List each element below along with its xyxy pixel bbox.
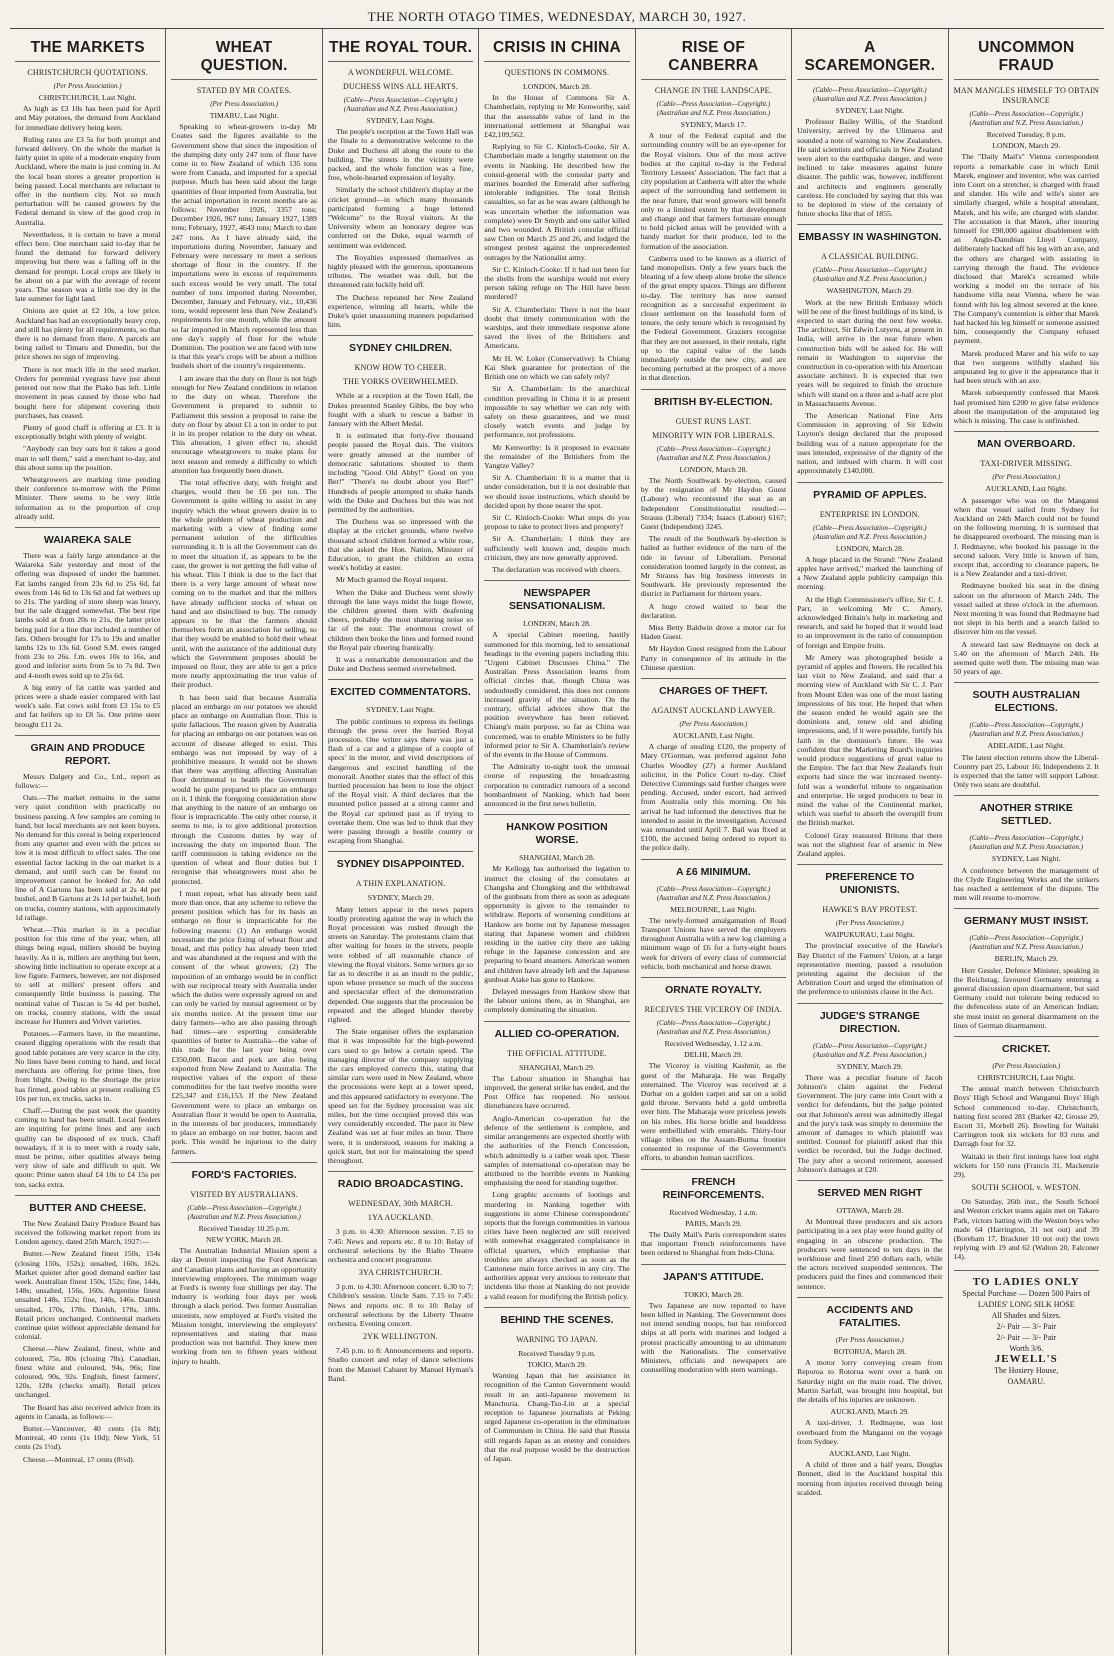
dateline: BERLIN, March 29. xyxy=(994,954,1058,964)
dateline: LONDON, March 29. xyxy=(992,141,1061,151)
paragraph: Plenty of good chaff is offering at £3. It is exceptionally bright with plenty of weight. xyxy=(15,422,161,442)
dateline: SYDNEY, March 29. xyxy=(837,1061,903,1071)
paragraph: The Duchess repeated her New Zealand experience, winning all hearts, while the Duke's quiet unassuming manners popularised him. xyxy=(327,292,474,330)
dateline: Received Wednesday, 1.12 a.m. xyxy=(664,1039,763,1049)
paragraph: Mr H. W. Loker (Conservative): Is Chiang Kai Shek guarantee for protection of the British one on which we can safely rely? xyxy=(484,353,630,382)
press-credit: (Cable—Press Association—Copyright.) (Australian and N.Z. Press Association.) xyxy=(656,884,771,902)
subheadline: HAWKE'S BAY PROTEST. xyxy=(822,905,918,915)
paragraph: A steward last saw Redmayne on deck at 5.40 on the afternoon of March 24th. He seemed quite well then. The missing man was 50 years of age. xyxy=(953,639,1099,677)
dateline: LONDON, March 28. xyxy=(679,464,748,474)
subheadline: STATED BY MR COATES. xyxy=(196,86,292,95)
article-headline: SYDNEY DISAPPOINTED. xyxy=(328,851,473,875)
paragraph: Wheat.—This market is in a peculiar position for this time of the year, when, all things being equal, millers should be buying heavily. As it is, millers are anything but keen, showing little inclination to operate except at a low figure. Farmers, however, are not disposed to sell at millers' present offers and consequently little business is passing. The nominal value of Tuscan is 5s 4d per bushel, on trucks, country stations, with the usual increase for Hunters and Velvet varieties. xyxy=(15,925,161,1027)
column-headline: THE MARKETS xyxy=(15,33,160,62)
advert-line: 2/- Pair — 3/- Pair xyxy=(996,1321,1057,1331)
subheadline: THE OFFICIAL ATTITUDE. xyxy=(507,1048,607,1058)
paragraph: I must repeat, what has already been said more than once, that any scheme to relieve the present position which has for its basis an embargo on flour is impracticable for the following reasons: (1) An embargo would necessitate the price fixing of wheat flour and bread, and this policy has already been tried and was abandoned at the request and with the consent of the wheat growers; (2) The imposition of an embargo would be in conflict with our reciprocal treaty with Australia under which the duties were expressly agreed on and can only be varied by mutual agreement or by six months notice. At the present time our dairy farmers—who are also passing through bad times—are exporting considerable quantities of butter to Australia—the value of this trade for the last year being over £350,000. Bacon and pork are also being exported from New Zealand to Australia. The respective values of the export of these commodities for the last twelve months were £25,347 and £16,153. If the New Zealand Government were to place an embargo on Australian flour it would be open to Australia, in the interests of her producers, immediately to place an embargo on our butter, bacon and pork. This would be injurious to the dairy farmers. xyxy=(171,888,317,1156)
dateline: CHRISTCHURCH, Last Night. xyxy=(977,1073,1076,1083)
paragraph: Waitaki in their first innings have lost eight wickets for 150 runs (Francis 31, Mackenzie 29). xyxy=(953,1151,1099,1180)
paragraph: The Daily Mail's Paris correspondent states that important French reinforcements have been ordered to Shanghai from Indo-China. xyxy=(640,1230,787,1258)
dateline: AUCKLAND, Last Night. xyxy=(672,730,755,740)
column-headline: A SCAREMONGER. xyxy=(797,33,942,80)
dateline: SYDNEY, Last Night. xyxy=(366,116,435,125)
article-headline: FRENCH REINFORCEMENTS. xyxy=(641,1169,786,1206)
dateline: Received Wednesday, 1 a.m. xyxy=(669,1207,758,1217)
paragraph: The provincial executive of the Hawke's Bay District of the Farmers' Union, at a large representative meeting, passed a resolution protesting against the decision of the Arbitration Court and urged the elimination of the preference to unionists clause in the Act. xyxy=(797,941,943,997)
paragraph: Ruling rates are £3 5s for both prompt and forward delivery. On the whole the market is fairly quiet in spite of a moderate enquiry from Auckland, where the main is just coming in. At the local bean stores a greater proportion is being passed. Local merchants are reluctant to offer in the northern city. Not so much perturbation will be caused growers by the Federal demand in view of the good crop in Australia. xyxy=(15,134,161,227)
paragraph: The Duchess was so impressed with the display at the cricket grounds, where twelve thousand school children formed a white rose, that she asked the Hon. Nation, Minister of Education, to grant the children an extra week's holiday at easter. xyxy=(327,517,474,573)
press-credit: (Per Press Association.) xyxy=(679,719,748,728)
column-headline: THE ROYAL TOUR. xyxy=(328,33,473,62)
article-headline: ANOTHER STRIKE SETTLED. xyxy=(954,795,1099,832)
dateline: SYDNEY, March 29. xyxy=(367,893,434,903)
column-headline: CRISIS IN CHINA xyxy=(484,33,629,62)
paragraph: A motor lorry conveying cream from Reporoa to Rotorua went over a bank on Saturday night on the main road. The driver, Martin Sarfall, was brought into hospital, but the details of his injuries are unknown. xyxy=(797,1358,943,1404)
paragraph: At Montreal three producers and six actors participating in a sex play were found guilty of engaging in an obscene production. The producers were sentenced to ten days in the workhouse and fined 250 dollars each, while the actors received suspended sentences. The producers paid the fines and commenced their sentence. xyxy=(797,1217,943,1291)
paragraph: Cheese.—New Zealand, finest, white and coloured, 75s, 80s (closing 78s). Canadian, finest white and coloured, 94s, 96s; fine coloured, 90s, 92s. English, finest farmers', 120s, 128s (checks small). Retail prices unchanged. xyxy=(15,1344,161,1400)
paragraph: Sir A. Chamberlain: There is not the least doubt that timely communication with the warships, and their immediate response alone saved the lives of the Britishers and Americans. xyxy=(484,304,630,351)
paragraph: A conference between the management of the Clyde Engineering Works and the strikers has reached a settlement of the dispute. The men will resume to-morrow. xyxy=(953,865,1099,903)
paragraph: The Viceroy is visiting Kashmir, as the guest of the Maharaja. He was Regally entertained. The Viceroy was received at a Durbar on a golden carpet and sat on a solid gold throne. Servants held a gold umbrella over him. The Maharaja wore priceless jewels on his robes. His horse bridle and headdress were embellished with emeralds. Thirty-four village tribes on the Assam-Burma frontier consented in response of the Government's efforts, to abandon human sacrifices. xyxy=(640,1061,787,1163)
press-credit: (Cable—Press Association—Copyright.) (Australian and N.Z. Press Association.) xyxy=(969,721,1084,739)
article-headline: ALLIED CO-OPERATION. xyxy=(484,1021,629,1045)
press-credit: (Per Press Association.) xyxy=(835,1335,904,1344)
paragraph: There was a fairly large attendance at the Waiareka Sale yesterday and most of the offering was disposed of under the hammer. Fat lambs ranged from 23s 6d to 25s 6d, fat ewes from 14s 6d to 13s 6d and fat wethers up to 21s. The yarding of store sheep was heavy, but the sale dragged somewhat. The best ripe lambs sold at from 20s to 21s, the latter price being paid for a line that included a number of fats. Others brought for 17s to 19s and smaller lambs 12s to 13s 6d. Good S.M. ewes ranged from 23s to 26s. f.m. ewes 10s to 16s, and good and inferior sorts from 5s to 7s 8d. Two and 4-tooth ewes sold up to 25s 6d. xyxy=(15,550,161,680)
dateline: AUCKLAND, March 29. xyxy=(830,1407,910,1417)
paragraph: Marek produced Marer and his wife to say that two surgeons wilfully slashed his amputated leg to give it the appearance that it had been struck with an axe. xyxy=(953,348,1099,386)
article-headline: SYDNEY CHILDREN. xyxy=(328,335,473,359)
advert-line: The Hosiery House, xyxy=(994,1365,1059,1375)
press-credit: (Cable—Press Association—Copyright.) (Australian and N.Z. Press Association.) xyxy=(187,1203,301,1221)
dateline: Received Tuesday 10.25 p.m. xyxy=(198,1223,290,1233)
paragraph: Miss Betty Baldwin drove a motor car for Haden Guest. xyxy=(640,622,787,642)
paragraph: The "Daily Mail's" Vienna correspondent reports a remarkable case in which Emil Marek, engineer and inventor, who was carried into Court on a stretcher, is charged with fraud and slander. His wife and wife's sister are similarly charged, while a hospital attendant, Marek, and his wife, are charged with slander. The accusation is that Marek, after insuring himself for £90,000 against disablement with an Anglo-Danubian Lloyd Company, deliberately hacked off his leg with an axe, and the others are charged with assisting in carrying through the fraud. The evidence disclosed that Marek's screamed while working a model on the terrace of his handsome villa near Vienna, where he was found with his leg almost severed at the knee. The Company's contention is either that Marek had hacked his leg himself or someone assisted him, consequently the Company refused payment. xyxy=(953,152,1099,346)
paragraph: Sir C. Kinloch-Cooke: What steps do you propose to take to protect lives and property? xyxy=(484,512,630,532)
press-credit: (Cable—Press Association—Copyright.) (Australian and N.Z. Press Association.) xyxy=(813,1041,927,1059)
advert-line: Special Purchase — Dozen 500 Pairs of xyxy=(962,1288,1091,1298)
advert-line: Worth 3/6. xyxy=(1009,1343,1044,1353)
paragraph: A big entry of fat cattle was yarded and prices were a shade easier compared with last week's sale. Fat cows sold from £3 15s to £5 and fat heifers up to £8 5s. One prime steer brought £11 2s. xyxy=(15,682,161,729)
article-headline: GRAIN AND PRODUCE REPORT. xyxy=(15,735,160,772)
paragraph: Butter.—New Zealand finest 150s, 154s (closing 150s, 152s); unsalted, 160s, 162s. Market quieter after good demand earlier last week. Australian finest 150s, 152s; fine, 144s, 148s; unsalted, 156s, 160s. Argentine finest unsalted 148s, 152s; fine, 140s, 146s. Danish unsalted, 170s, 178s. Danish, 178s, 180s. Retail prices unchanged. Continental markets continue quiet without appreciable demand for colonial. xyxy=(15,1249,161,1342)
paragraph: 3 p.m. to 4.30: Afternoon session. 7.15 to 7.45: News and reports etc. 8 to 10: Relay of orchestral selections by the Rialto Theatre orchestra and concert programme. xyxy=(327,1227,474,1264)
article-headline: PYRAMID OF APPLES. xyxy=(797,482,942,506)
advert-line: 2/- Pair — 3/- Pair xyxy=(996,1332,1057,1342)
dateline: ADELAIDE, Last Night. xyxy=(987,741,1065,751)
paragraph: 3 p.m. to 4.30: Afternoon concert. 6.30 to 7: Children's session. Uncle Sam. 7.15 to 7.45: News and reports etc. 8 to 10: Relay of orchestral selections by the Liberty Theatre orchestra. Evening concert. xyxy=(327,1282,474,1328)
press-credit: (Cable—Press Association—Copyright.) (Australian and N.Z. Press Association.) xyxy=(656,1019,771,1037)
subheadline: 1YA AUCKLAND. xyxy=(367,1213,434,1223)
press-credit: (Cable—Press Association—Copyright.) (Australian and N.Z. Press Association.) xyxy=(813,266,927,284)
paragraph: In the House of Commons Sir A. Chamberlain, replying to Mr Kenworthy, said that the assessable value of land in the international settlement at Shanghai was £42,109,562. xyxy=(484,93,630,140)
dateline: TIMARU, Last Night. xyxy=(209,111,279,120)
dateline: AUCKLAND, Last Night. xyxy=(985,484,1068,494)
dateline: LONDON, March 28. xyxy=(523,619,591,629)
column-headline: UNCOMMON FRAUD xyxy=(954,33,1099,80)
subheadline: 3YA CHRISTCHURCH. xyxy=(358,1268,443,1278)
dateline: WASHINGTON, March 29. xyxy=(826,286,914,296)
article-headline: JAPAN'S ATTITUDE. xyxy=(641,1264,786,1288)
dateline: LONDON, March 28. xyxy=(835,543,904,553)
paragraph: Colonel Gray reassured Britons that there was not the slightest fear of arsenic in New Zealand apples. xyxy=(797,830,943,858)
paragraph: Mr Kellogg has authorised the legation to instruct the closing of the consulates at Changsha and Chungking and the withdrawal of the gunboats from there as soon as adequate opportunity is given to the remainder to withdraw. Reports of worsening conditions at Hankow are borne out by Japanese messages stating that Japanese women and children residing in the native city there are taking refuge in the Japanese concession and are preparing to board steamers. American women and children have already left and the Japanese gunboat Atake has gone to Hankow. xyxy=(484,864,630,984)
article-headline: ORNATE ROYALTY. xyxy=(641,977,786,1001)
subheadline: CHANGE IN THE LANDSCAPE. xyxy=(654,86,772,95)
advert-line: LADIES' LONG SILK HOSE xyxy=(977,1299,1075,1309)
press-credit: (Per Press Association.) xyxy=(835,919,904,928)
subheadline: THE YORKS OVERWHELMED. xyxy=(343,377,459,387)
paragraph: Nevertheless, it is certain to have a moral effect here. One merchant said to-day that he found the demand for forward delivery improving but there was a falling off in the demand for prompt. Local crops are likely to be about on a par with the average of recent years. The season was a little too dry in the late summer for light land. xyxy=(15,229,161,304)
article-headline: CHARGES OF THEFT. xyxy=(641,678,786,702)
paragraph: The Labour situation in Shanghai has improved, the general strike has ended, and the Post Office has reopened. No serious disturbances have occurred. xyxy=(484,1073,630,1111)
paragraph: A child of three and a half years, Douglas Bennett, died in the Auckland hospital this morning from injuries received through being scalded. xyxy=(797,1460,943,1497)
paragraph: Wheatgrowers are marking time pending their conference to-morrow with the Prime Minister. There seems to be very little information as to the proportion of crop already sold. xyxy=(15,474,161,521)
subheadline: CHRISTCHURCH QUOTATIONS. xyxy=(27,68,149,77)
paragraph: On Saturday, 26th inst., the South School and Weston cricket teams again met on Takaro Park, victors batting with the Weston boys who made 64 (Harrington, 31 not out) and 39 (Boreham 17, Brackner 10 not out) the town replying with 19 and 62 (Walton 20, Falconer 14). xyxy=(953,1197,1099,1262)
dateline: Received Tuesday, 8 p.m. xyxy=(986,130,1066,139)
advert-line: OAMARU. xyxy=(1007,1376,1046,1386)
article-headline: BUTTER AND CHEESE. xyxy=(15,1195,160,1219)
subheadline: SOUTH SCHOOL v. WESTON. xyxy=(971,1183,1081,1193)
press-credit: (Per Press Association.) xyxy=(210,100,279,108)
article-headline: NEWSPAPER SENSATIONALISM. xyxy=(484,580,629,617)
subheadline: A CLASSICAL BUILDING. xyxy=(821,252,919,262)
subheadline: DUCHESS WINS ALL HEARTS. xyxy=(343,82,459,91)
paragraph: Mr Much granted the Royal request. xyxy=(335,575,448,585)
press-credit: (Cable—Press Association—Copyright.) (Australian and N.Z. Press Association.) xyxy=(969,834,1084,852)
dateline: CHRISTCHURCH, Last Night. xyxy=(38,93,137,102)
press-credit: (Cable—Press Association—Copyright.) (Australian and N.Z. Press Association.) xyxy=(969,934,1084,952)
paragraph: The Royalties expressed themselves as highly pleased with the generous, spontaneous tributes. The weather was dull, but the threatened rain luckily held off. xyxy=(327,252,474,290)
press-credit: (Cable—Press Association—Copyright.) (Australian and N.Z. Press Association.) xyxy=(343,96,458,113)
paragraph: Cheese.—Montreal, 17 cents (8½d). xyxy=(23,1454,135,1464)
paragraph: The State organiser offers the explanation that it was impossible for the high-powered cars used to go below a certain speed. The managing director of the company supplying the cars employed corrects this, stating that similar cars were used in New Zealand, where the processions were kept at a lower speed, and this appeared satisfactory to everyone. The speed set for the Sydney procession was six miles, but the time occupied proved this was very considerably exceeded. The pace in New Zealand was set at four miles an hour. There were, it is understood, reasons for making a quick start, but not for maintaining the speed throughout. xyxy=(327,1027,474,1166)
subheadline: 2YK WELLINGTON. xyxy=(362,1332,439,1342)
dateline: SHANGHAI, March 29. xyxy=(519,1062,595,1072)
paragraph: The declaration was received with cheers. xyxy=(492,564,622,574)
paragraph: A passenger who was on the Manganui when that vessel sailed from Sydney for Auckland on 24th March could not be found on the following morning. It is surmised that he disappeared overboard. The missing man is J. Redmayne, who booked his passage in the second saloon. Very little is known of him, except that, according to clearance papers, he is a New Zealander and a taxi-driver. xyxy=(953,495,1099,579)
article-headline: WAIAREKA SALE xyxy=(15,527,160,551)
subheadline: A WONDERFUL WELCOME. xyxy=(347,68,454,77)
article-headline: BRITISH BY-ELECTION. xyxy=(641,389,786,413)
subheadline: ENTERPRISE IN LONDON. xyxy=(819,509,920,519)
dateline: SYDNEY, Last Night. xyxy=(366,705,435,715)
paragraph: Mr Haydon Guest resigned from the Labour Party in consequence of its attitude in the Chinese question. xyxy=(640,644,787,672)
subheadline: QUESTIONS IN COMMONS. xyxy=(504,68,610,77)
subheadline: GUEST RUNS LAST. xyxy=(675,416,752,426)
dateline: OTTAWA, March 28. xyxy=(836,1206,904,1216)
article-headline: RADIO BROADCASTING. xyxy=(328,1171,473,1195)
paragraph: Butter.—Vancouver, 40 cents (1s 8d); Montreal, 40 cents (1s 10d); New York, 51 cents (2s 1½d). xyxy=(15,1424,161,1452)
paragraph: Replying to Sir C. Kinloch-Cooke, Sir A. Chamberlain made a lengthy statement on the events in Nanking. He described how the consul-general with the consular party and marines boarded the Emerald after suffering intolerable indignities. The total British casualties, so far as he was aware (although he was uncertain whether the information was complete) were Dr Smyth and one sailor killed and two wounded. A British consular official saw Chen on March 25 and 26, and lodged the strongest protest against the unprecedented outrages by the Nationalist army. xyxy=(484,142,630,262)
paragraph: It has been said that because Australia placed an embargo on our potatoes we should place an embargo on Australian flour. This is quite fallacious. The reason given by Australia for placing an embargo on our potatoes was on account of disease alleged to exist. This embargo was not imposed by way of a prohibitive measure. It would not be shown that there was anything affecting Australian flour detrimental to health the Government would be quite prepared to place an embargo on it. I think the foregoing consideration show that anything in the nature of an embargo on flour is impracticable. The only other course, it seems to me, is to give additional protection through the Customs duties by way of increasing the duty on imported flour. The tariff commission is taking evidence on the question of wheat and flour duties but I recognise that wheatgrowers must also be protected. xyxy=(171,692,317,886)
article-headline: A £6 MINIMUM. xyxy=(641,859,786,883)
paragraph: Work at the new British Embassy which will be one of the finest buildings of its kind, is expected to start during the next few weeks. The architect, Sir Edwin Lutyens, at present in India, will arrive in the near future when construction bids will be asked for. He will remain in Washington to supervise the construction in co-operation with his American associate architect. It is expected that two years will be required to finish the structure which will stand on a three and a-half acre plot in Massachusetts Avenue. xyxy=(797,297,943,408)
paragraph: I am aware that the duty on flour is not high enough for New Zealand conditions in relation to the duty on wheat. Therefore the Government is prepared to submit to Parliament this session a proposal to raise the duty on flour by about £1 a ton in order to put it in its proper relation to the duty on wheat. This alteration, I given effect to, should encourage wheatgrowers to make plans for next season and remedy a difficulty to which attention has frequently been drawn. xyxy=(171,373,317,475)
paragraph: A taxi-driver, J. Redmayne, was lost overboard from the Manganui on the voyage from Sydney. xyxy=(797,1418,943,1446)
paragraph: Canberra used to be known as a district of land monopolists. Only a few years back the bleating of a few sheep alone broke the silence of the great empty spaces. Things are different to-day. The territory has now earned recognition as a successful experiment in closer settlement on the leasehold form of tenure, the only tenure which is recognised by the Federal Government. Graziers recognise that they are not assessed, in their rentals, right up to the capital value of the lands immediately outside the new city, and are becoming perturbed at the prospect of a move in that direction. xyxy=(640,253,787,383)
column-royal xyxy=(323,29,479,1655)
column-scaremonger xyxy=(792,29,948,1655)
press-credit: (Per Press Association.) xyxy=(53,82,122,90)
advertisement xyxy=(954,1270,1099,1387)
dateline: SYDNEY, Last Night. xyxy=(991,854,1061,864)
article-headline: SOUTH AUSTRALIAN ELECTIONS. xyxy=(954,682,1099,719)
paragraph: There was a peculiar feature of Jacob Johnson's claim against the Federal Government. The jury came into Court with a verdict for defendants, but the judge pointed out that Johnson's arrest was admittedly illegal and the jury's task was simply to determine the amount of damages to which plaintiff was entitled. Counsel for plaintiff asked that this verdict be recorded, but the Judge declined. The jury after a second retirement, assessed Johnson's damages at £20. xyxy=(797,1072,943,1174)
article-headline: ACCIDENTS AND FATALITIES. xyxy=(797,1297,942,1334)
column-canberra xyxy=(636,29,792,1655)
paragraph: While at a reception at the Town Hall, the Dukes presented Stanley Gibbs, the boy who fought with a shark to rescue a bather in January with the Albert Medal. xyxy=(327,391,474,429)
subheadline: WARNING TO JAPAN. xyxy=(516,1334,598,1344)
article-headline: SERVED MEN RIGHT xyxy=(797,1180,942,1204)
paragraph: Warning Japan that her assistance in recognition of the Canton Government would result in an anti-Japanese movement in Manchuria. Chang-Tso-Lin at a special reception to Japanese journalists at Peking urged Japanese co-operation in the elimination of Communism in China. He said that Russia still regards Japan as an enemy and considers that the real purpose would be the destruction of Japan. xyxy=(484,1371,630,1463)
column-headline: WHEAT QUESTION. xyxy=(171,33,316,80)
subheadline: WEDNESDAY, 30th MARCH. xyxy=(348,1199,453,1209)
paragraph: It is estimated that forty-five thousand people passed the Royal dais. The visitors were greatly amused at the number of democratic salutations shouted to them including "Good Old Abby!" Good on you Ber!" "There's no doubt about you Ber!" Hundreds of people attempted to shake hands with the Duke and Duchess but this was not permitted by the authorities. xyxy=(327,431,474,514)
paragraph: The total effective duty, with freight and charges, would then be £6 per ton. The Government is quite willing to assist in any inquiry which the wheat growers desire in to the whole problem of wheat production and marketing with a view of finding some permanent solution of the difficulties surrounding it. It is all the Government can do to meet the situation if, as appears to be the case, the grower is not getting the full value of his wheat. This I think is due to the fact that there is a very large amount of wheat now coming on to the market and that the millers have already sufficient stocks of wheat on hand and are disinclined to buy. The remedy appears to be that the farmers should themselves form an association for selling, so that they would be enabled to hold their wheat until, with the assistance of the additional duty which the Government proposes should be imposed on flour, they are able to get a price more nearly approximating the true value of their product. xyxy=(171,477,317,690)
advert-title: TO LADIES ONLY xyxy=(972,1275,1080,1288)
paragraph: Anglo-American co-operation for the defence of the settlement is complete, and similar arrangements are expected shortly with the authorities of the French Concession, which admittedly is a rather weak spot. These samples of international co-operation may be attributed to the horrible events in Nanking emphasising the need for standing together. xyxy=(484,1113,630,1188)
paragraph: Herr Gessler, Defence Minister, speaking in the Reichstag, favoured Germany entering a general discussion upon disarmament, but said Germany could not tolerate being reduced to the defenceless state of an American Indian; she must insist on general disarmament on the lines of German disarmament. xyxy=(953,965,1099,1030)
paragraph: The annual match between Christchurch Boys' High School and Wanganui Boys' High School commenced to-day. Christchurch, batting first scored 281 (Barker 42, Grosse 29, Escott 31, Morbell 26). Bowling for Waitaki Carrington took six wickets for 83 runs and Darragh four for 32. xyxy=(953,1084,1099,1149)
paragraph: Chaff.—During the past week the quantity coming to hand has been small. Local feeders are inquiring for prime lines and any such quality can be disposed of ex truck. Chaff nowadays, if it is to meet with a ready sale, must be prime, other qualities always being very slow of sale and difficult to quit. We quote: Prime oaten sheaf £4 10s to £4 15s per ton, sacks extra. xyxy=(15,1105,161,1189)
article-headline: GERMANY MUST INSIST. xyxy=(954,908,1099,932)
press-credit: (Cable—Press Association—Copyright.) (Australian and N.Z. Press Association.) xyxy=(656,100,771,117)
column-markets xyxy=(10,29,166,1655)
article-headline: EMBASSY IN WASHINGTON. xyxy=(797,224,942,248)
subheadline: RECEIVES THE VICEROY OF INDIA. xyxy=(644,1005,783,1015)
paragraph: As high as £3 10s has been paid for April and May potatoes, the demand from Auckland for immediate delivery being keen. xyxy=(15,104,161,132)
paragraph: The New Zealand Dairy Produce Board has received the following market report from its London agency, dated 25th March, 1927:— xyxy=(15,1218,161,1247)
subheadline: A THIN EXPLANATION. xyxy=(355,879,446,889)
column-fraud xyxy=(949,29,1104,1655)
dateline: DELHI, March 29. xyxy=(684,1050,743,1060)
dateline: NEW YORK, March 28. xyxy=(206,1234,283,1244)
dateline: WAIPUKURAU, Last Night. xyxy=(824,930,915,940)
paragraph: The public continues to express its feelings through the press over the hurried Royal procession. One writer says there was just a flash of a car and a glimpse of a couple of specs' in the motor, and vivid descriptions of dangerous and excited handling of the monorail. Another states that the effect of this hurried procession has been to lose the object of the Royal visit. A third declares that the mounted police passed at a strong canter and the Royal car sprinted past as if trying to overtake them. One was led to think that they were passing through a hostile country or escaping from Shanghai. xyxy=(327,716,474,846)
paragraph: Mr Amery was photographed beside a pyramid of apples and flowers. He recalled his last visit to New Zealand, and said that a morning view of Auckland with Sir C. J. Parr from Mount Eden was one of the most lasting impressions of his tour. He hoped that when the season ended he would again see the dominions and, renew old and abiding impressions, and, if it were possible, fortify his faith in the dominion's future. He was confident that the Marketing Board's inquiries would produce suggestions of great value to the Empire. The fact that New Zealand's fruit exports had since the war increased twenty-fold was a wonderful tribute to organisation and enterprise. He urged producers to bear in mind the value of the Continental market, which was useful to absorb the overspill from the British market. xyxy=(797,652,943,828)
paragraph: When the Duke and Duchess went slowly through the lane ways midst the huge flower, the children greeted them with deafening cheers, probably the most shattering noise so far of the tour. The enormous crowd of children then broke the lines and formed round the Royal pair cheering frantically. xyxy=(327,587,474,652)
paragraph: The result of the Southwark by-election is hailed as further evidence of the turn of the tide in favour of Liberalism. Personal consideration loomed largely in the contest, as Mr Strauss has big business interests in Southwark. He previously represented the district in Parliament for thirteen years. xyxy=(640,534,787,599)
article-headline: BEHIND THE SCENES. xyxy=(484,1307,629,1331)
article-headline: HANKOW POSITION WORSE. xyxy=(484,814,629,851)
paragraph: The American National Fine Arts Commission in approving of Sir Edwin Luyton's design declared that the proposed building was of a nature appropriate for the uses intended, expressive of the dignity of the nation, and imbued with charm. It will cost approximately £140,000. xyxy=(797,411,943,476)
paragraph: Potatoes.—Farmers have, in the meantime, ceased digging operations with the result that good table potatoes are very scarce in the city. No lines have been coming to hand, and local merchants are offering for prime lines, free from blight. Owing to the shortage the price has firmed, good tables at present realising £5 10s per ton, ex trucks, sacks in. xyxy=(15,1029,161,1103)
article-headline: FORD'S FACTORIES. xyxy=(171,1162,316,1186)
paragraph: Sir C. Kinloch-Cooke: If it had not been for the shells from the warships would not every person taking refuge on The Hill have been murdered? xyxy=(484,264,630,302)
paragraph: Speaking to wheat-growers to-day Mr Coates said the figures available to the Government show that since the imposition of the dumping duty only 247 tons of flour have come in to New Zealand of which 135 tons were from Canada, and imported for a special purpose. Much has been said about the large quantities of flour imported from Australia, but the actual importation in recent months are as follows: November 1926, 3357 tons; December 1926, 967 tons; January 1927, 1389 tons; February, 1927, 4643 tons; March to date 247 tons. As I have already said, the importations during November, January and February were necessary to meet a serious shortage of flour in the country. If the importations were in excess of requirements such excess would be very small. The total number of tons imported during November, December, January and February, viz., 10,436 tons, would represent less than New Zealand's requirements for one month, while the amount so far imported in March represented less than one day's supply of flour for the whole Dominion. The position we are faced with now is that this year's crops will be about a million bushels short of the country's requirements. xyxy=(171,122,317,371)
paragraph: Sir A. Chamberlain: It is a matter that is under consideration, but it is not desirable that we should issue instructions, which should be decided upon by those nearer the spot. xyxy=(484,473,630,510)
paragraph: Delayed messages from Hankow show that the labour unions there, as in Shanghai, are completely dominating the situation. xyxy=(484,987,630,1015)
dateline: SYDNEY, Last Night. xyxy=(835,106,905,115)
column-headline: RISE OF CANBERRA xyxy=(641,33,786,80)
dateline: AUCKLAND, Last Night. xyxy=(829,1448,911,1458)
paragraph: Two Japanese are now reported to have been killed in Nanking. The Government does not intend sending troops, but has reinforced ships at all ports with marines and lodged a protest practically amounting to an ultimatum with the Nationalists. The conservative Ministers, officials and newspapers are counselling moderation with stern warnings. xyxy=(640,1300,787,1375)
paragraph: A tour of the Federal capital and the surrounding country will be an eye-opener for the Royal visitors. One of the most active bodies at the capital to-day is the Federal Territory Lessees' Association. The fact that a city population at Canberra will alter the whole aspect of the surrounding land settlement in the near future, that wool growers will benefit only to a limited extent by that development and change and that farmers fortunate enough to hold picked areas will be provided with a handy market for their produce, led to the formation of the association. xyxy=(640,131,787,251)
paragraph: It was a remarkable demonstration and the Duke and Duchess seemed overwhelmed. xyxy=(327,654,474,674)
article-headline: CRICKET. xyxy=(954,1036,1099,1060)
paragraph: Sir A. Chamberlain: In the anarchical condition prevailing in China it is at present impossible to say whether we can rely with safety on these guarantees, and we must closely watch events and judge by performance, not professions. xyxy=(484,384,630,440)
subheadline: VISITED BY AUSTRALIANS. xyxy=(190,1189,298,1199)
masthead: THE NORTH OTAGO TIMES, WEDNESDAY, MARCH 30, 1927. xyxy=(10,6,1104,29)
dateline: PARIS, March 29. xyxy=(685,1218,742,1228)
paragraph: The Board has also received advice from its agents in Canada, as follows:— xyxy=(15,1402,161,1421)
press-credit: (Cable—Press Association—Copyright.) (Australian and N.Z. Press Association.) xyxy=(813,523,927,541)
dateline: ROTORUA, March 28. xyxy=(833,1346,907,1356)
press-credit: (Per Press Association.) xyxy=(992,473,1061,482)
columns-container xyxy=(10,29,1104,1655)
subheadline: AGAINST AUCKLAND LAWYER. xyxy=(651,705,776,715)
paragraph: Many letters appear in the news papers loudly protesting against the way in which the Royal procession was rushed through the streets on Saturday. The protestants claim that after waiting for hours in the streets, people were robbed of all reasonable chance of viewing the Royal visitors. Some writers go so far as to describe it as an insult to the public, upon whose presence so much of the success and spectacular effect of the demonstration depended. One suggests that the procession be repeated and the alleged blunder thereby righted. xyxy=(327,904,474,1025)
column-wheat xyxy=(166,29,322,1655)
paragraph: The people's reception at the Town Hall was the finale to a demonstrative welcome to the Duke and Duchess all along the route to the building. The streets in the vicinity were packed, and the whole function was a fine, free, whole-hearted expression of loyalty. xyxy=(327,127,474,183)
dateline: TOKIO, March 29. xyxy=(527,1359,587,1369)
article-headline: JUDGE'S STRANGE DIRECTION. xyxy=(797,1003,942,1040)
paragraph: The Admiralty to-night took the unusual course of requesting the broadcasting corporation to contradict rumours of a second bombardment of Nanking, which had been announced in the first news bulletin. xyxy=(484,762,630,809)
paragraph: Similarly the school children's display at the cricket ground—in which many thousands participated forming a huge lettered "Welcome" to the Royal visitors. At the University where an honorary degree was conferred on the Duke, equal warmth of sentiment was evidenced. xyxy=(327,185,474,250)
subheadline: MINORITY WIN FOR LIBERALS. xyxy=(652,430,775,440)
subheadline: KNOW HOW TO CHEER. xyxy=(354,363,447,373)
article-headline: PREFERENCE TO UNIONISTS. xyxy=(797,864,942,901)
advert-title: JEWELL'S xyxy=(994,1352,1058,1365)
dateline: TOKIO, March 28. xyxy=(683,1289,743,1299)
paragraph: Professor Bailey Willis, of the Stanford University, arrived by the Ulimaroa and sounded a note of warning to New Zealanders. He said scientists and officials in New Zealand were alert to the earthquake danger, and were inclined to take measures against future disaster. The public was, however, indifferent and architects and engineers generally careless. He concluded by saying that this was to be deplored in view of the certainty of future shocks like that of 1855. xyxy=(797,117,943,219)
paragraph: A huge crowd waited to hear the declaration. xyxy=(640,601,787,620)
paragraph: A charge of stealing £120, the property of Mary O'Gorman, was preferred against John Charles Woodley (27) a former Auckland solicitor, in the Police Court to-day. Chief Detective Cummings said further charges were pending. Accused, under escort, had arrived from Australia only this morning. On his arrival he had informed the detectives that he intended to assist in the investigation. Accused was remanded until April 7. Bail was fixed at £100, the accused being ordered to report to the police daily. xyxy=(640,742,787,853)
paragraph: A huge placard in the Strand: "New Zealand apples have arrived," marked the launching of a New Zealand apple publicity campaign this morning. xyxy=(797,554,943,592)
paragraph: "Anybody can buy oats but it takes a good man to sell them," said a merchant to-day, and this about sums up the position. xyxy=(15,444,161,472)
dateline: MELBOURNE, Last Night. xyxy=(670,904,757,914)
advert-line: All Shades and Sizes. xyxy=(991,1310,1061,1320)
press-credit: (Per Press Association.) xyxy=(992,1062,1061,1071)
paragraph: The latest election returns show the Liberal-Country part 25, Labour 16; Independents 2. It is expected that the latter will support Labour. Only two seats are doubtful. xyxy=(953,752,1099,790)
paragraph: The Australian Industrial Mission spent a day at Detroit inspecting the Ford American and Canadian plants and having an opportunity interviewing employees. The minimum wage at Ford's is twenty four shillings per day. The industry is working four days per week through a slack period. Two former Australian unionists, now employed at Ford's visited the Mission tonight, interviewing the employers' representatives and stating that mass production was not harmful. They knew men working from ten to fifteen years without injury to health. xyxy=(171,1246,317,1366)
paragraph: Onions are quiet at £2 10s, a low price. Auckland has had an exceptionally heavy crop, and still has plenty for all requirements, so that there is no demand from there. A parcels are being railed to Timaru and Dunedin, but the price shows no sign of improving. xyxy=(15,306,161,362)
paragraph: At the High Commissioner's office, Sir C. J. Parr, in welcoming Mr C. Amery, acknowledged Britain's help in marketing and research, and said he hoped that it would lead to an improvement in the ratio of consumption of foreign and Empire fruits. xyxy=(797,594,943,650)
paragraph: Messrs Dalgety and Co., Ltd., report as follows:— xyxy=(15,771,161,790)
paragraph: The newly-formed amalgamation of Road Transport Unions have served the employers throughout Australia with a new log claiming a minimum wage of £6 for a forty-eight hours week for drivers of every class of commercial vehicle, both mechanical and horse drawn. xyxy=(640,915,787,971)
paragraph: Long graphic accounts of lootings and murdering in Nanking together with suggestions in some Chinese correspondents' reports that the foreign communities in various cities have been neglected are still received with somewhat exaggerated complaisance in official quarters, which emphasise that troubles are always checked as soon as the Cantonese main force arrives in any city. The authorities appear very anxious to reiterate that incidents like those at Nanking do not provide a valid reason for modifying the British policy. xyxy=(484,1190,630,1301)
paragraph: Marek subsequently confessed that Marek had promised him £200 to give false evidence about the manipulation of the amputated leg which is missing. The case is unfinished. xyxy=(953,388,1099,426)
subheadline: TAXI-DRIVER MISSING. xyxy=(980,459,1073,469)
press-credit: (Cable—Press Association—Copyright.) (Australian and N.Z. Press Association.) xyxy=(656,444,771,462)
dateline: LONDON, March 28. xyxy=(523,82,591,91)
paragraph: Mr Kenworthy: Is it proposed to evacuate the remainder of the Britishers from the Yangtze Valley? xyxy=(484,442,630,470)
paragraph: Redmayne booked his seat in the dining saloon on the afternoon of March 24th. The vessel sailed at three o'clock in the afternoon. Next morning it was found that Redmayne had not slept in his berth and a search failed to discover him on the vessel. xyxy=(953,581,1099,637)
paragraph: Sir A. Chamberlain: I think they are sufficiently well known and, despite much criticism, they are now generally approved. xyxy=(484,534,630,562)
press-credit: (Cable—Press Association—Copyright.) (Australian and N.Z. Press Association.) xyxy=(969,110,1084,127)
press-credit: (Cable—Press Association—Copyright.) (Australian and N.Z. Press Association.) xyxy=(813,86,927,103)
article-headline: MAN OVERBOARD. xyxy=(954,431,1099,455)
paragraph: The North Southwark by-election, caused by the resignation of Mr Haydon Guest (Labour) who recontested the seat as an Independent Constitutionalist resulted:— Strauss (Liberal) 7334; Isaacs (Labour) 6167; Guest (Independent) 3245. xyxy=(640,475,787,531)
paragraph: Oats.—The market remains in the same very quiet condition with practically no business passing. A few samples are coming to hand, but local merchants are not keen buyers. No demand for this cereal is being experienced from any quarter and even with the prices so low it is most difficult to effect sales. The one essential factor lacking in the oat market is a demand, and until such can be found no improvement cannot be looked for. An odd line of A Gartons has been sold at 2s 4d per bushel, and B Gartons at 2s 1d per bushel, both on trucks, country stations, with approximately 1d railage. xyxy=(15,793,161,922)
paragraph: There is not much life in the seed market. Orders for perennial ryegrass have just about petered out now that the Piako has left. Little movement in peas caused by those who had bought here for shipment covering their purchases, has ceased. xyxy=(15,364,161,420)
dateline: SHANGHAI, March 28. xyxy=(519,853,595,863)
article-headline: EXCITED COMMENTATORS. xyxy=(328,679,473,703)
paragraph: A special Cabinet meeting, hastily summoned for this morning, led to sensational headings in the evening papers including this: "Urgent Cabinet Discusses China." The Australian Press Association learns from official circles that, though China was undoubtedly considered, this does not connote increased gravity of the situation. On the contrary, official advices show that the position everywhere has been relieved. Chiang's main purpose, so far as China was concerned, was to enable Ministers to be fully informed prior to Sir A. Chamberlain's review of the events in the House of Commons. xyxy=(484,630,630,759)
paragraph: 7.45 p.m. to 8: Announcements and reports. Studio concert and relay of dance selections from the Manuel Cabaret by Manuel Hyman's Band. xyxy=(327,1346,474,1383)
dateline: SYDNEY, March 17. xyxy=(680,120,747,129)
dateline: Received Tuesday 9 p.m. xyxy=(518,1348,596,1358)
subheadline: MAN MANGLES HIMSELF TO OBTAIN INSURANCE xyxy=(953,86,1099,105)
column-china xyxy=(479,29,635,1655)
